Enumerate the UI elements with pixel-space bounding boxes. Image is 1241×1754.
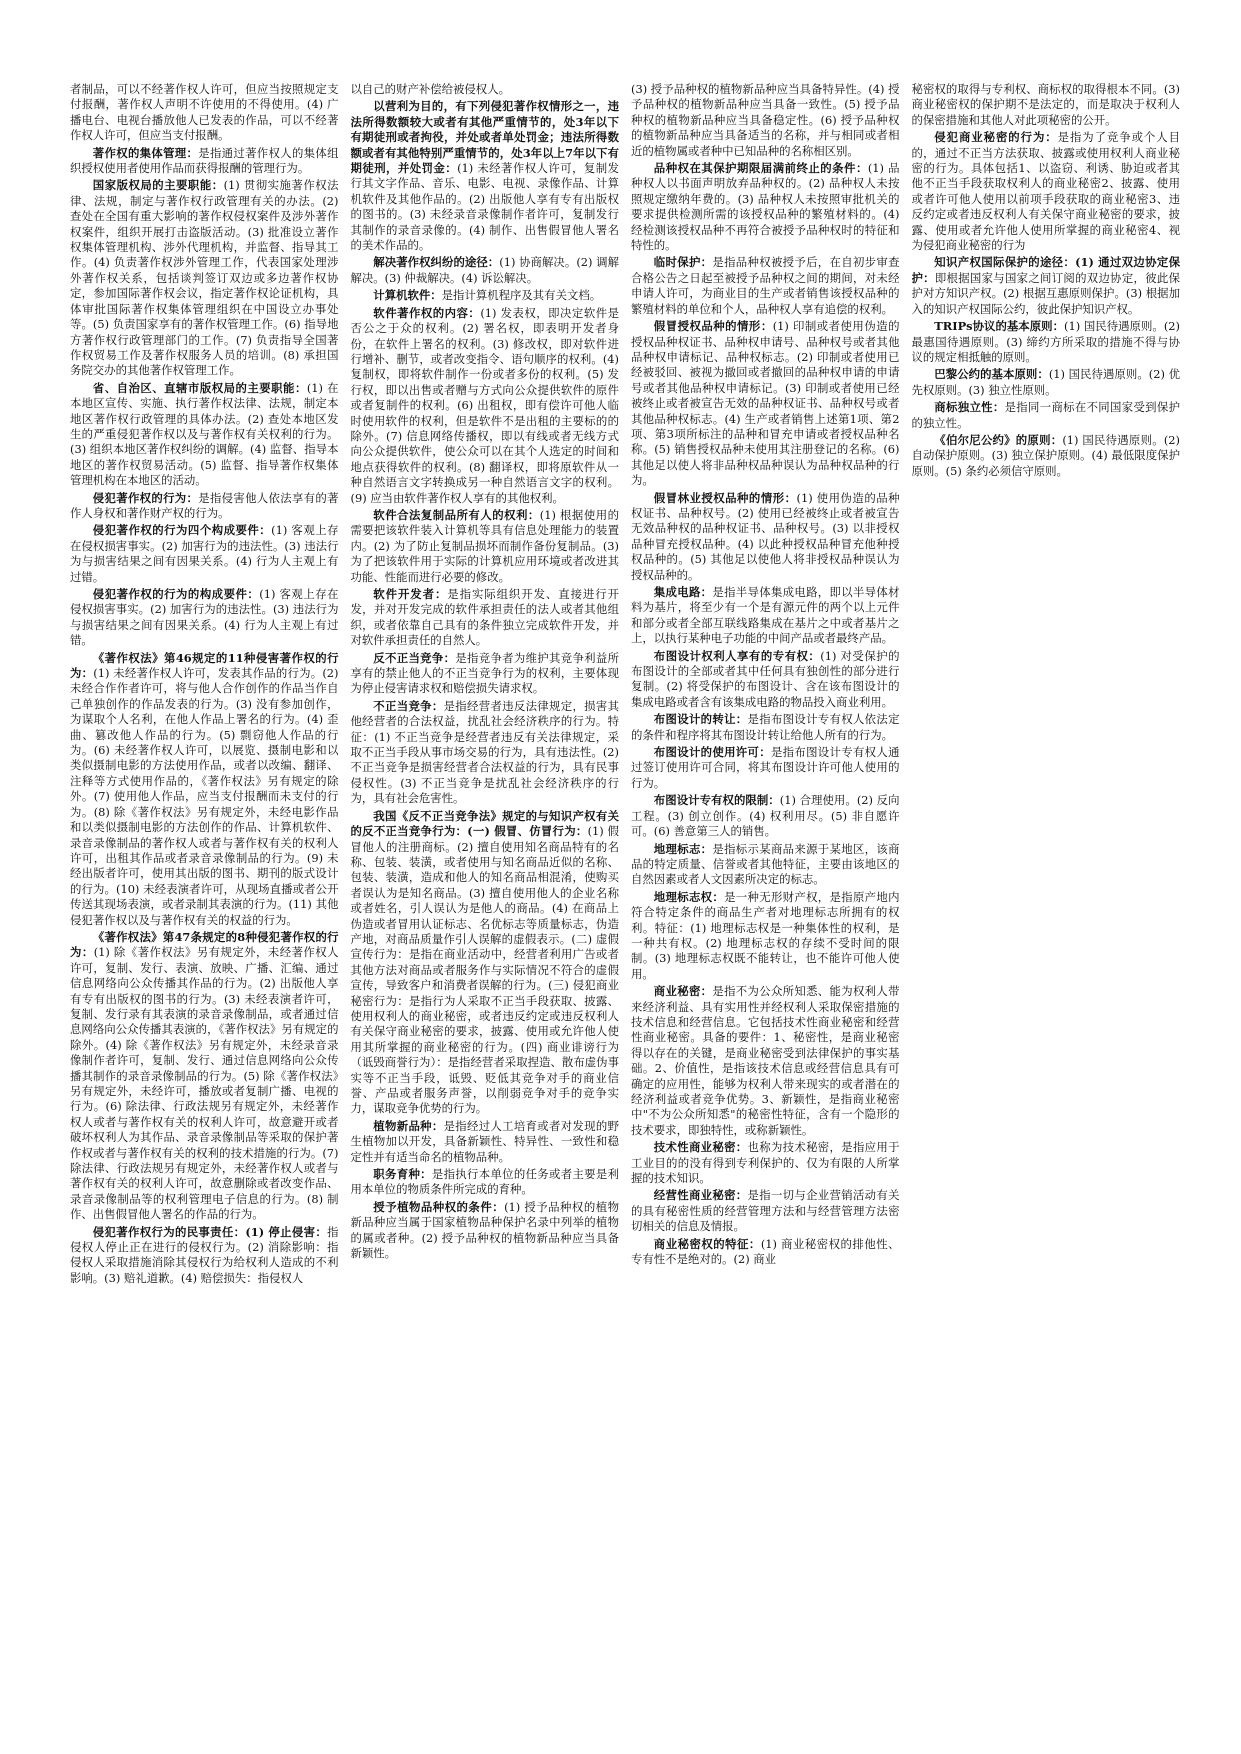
term-heading: 布图设计权利人享有的专有权： [653, 648, 821, 663]
term-heading: 商业秘密权的特征： [653, 1236, 761, 1251]
paragraph-text: 是指同一商标在不同国家受到保护的独立性。 [911, 400, 1180, 430]
term-heading: 不正当竞争： [373, 698, 444, 713]
term-heading: 假冒林业授权品种的情形： [653, 490, 797, 505]
paragraph [631, 793, 900, 839]
term-heading: 省、自治区、直辖市版权局的主要职能： [92, 380, 307, 395]
paragraph-text: (1) 国民待遇原则。(2) 优先权原则。(3) 独立性原则。 [911, 367, 1180, 397]
paragraph [912, 130, 1181, 253]
term-heading: 侵犯著作权的行为的构成要件： [92, 587, 260, 601]
paragraph [70, 381, 339, 489]
term-heading: 《伯尔尼公约》的原则： [934, 432, 1063, 447]
paragraph-text: 是指计算机程序及其有关文档。 [441, 288, 602, 303]
term-heading: 软件开发者： [373, 587, 448, 601]
term-heading: 反不正当竞争： [373, 650, 456, 665]
term-heading: 巴黎公约的基本原则： [934, 367, 1049, 382]
paragraph-text: (1) 协商解决。(2) 调解解决。(3) 仲裁解决。(4) 诉讼解决。 [350, 255, 619, 285]
paragraph-text: (1) 国民待遇原则。(2) 自动保护原则。(3) 独立保护原则。(4) 最低限度保护原则。(5) 条约必须信守原则。 [911, 432, 1180, 478]
term-heading: 侵犯著作权行为的民事责任：(1) 停止侵害： [92, 1224, 328, 1239]
term-heading: 以营利为目的，有下列侵犯著作权情形之一，违法所得数额较大或者有其他严重情节的，处3年以下有期徒刑或者拘役，并处或者单处罚金；违法所得数额或者有其他特别严重情节的，处3年以上7年以下有期徒刑，并处罚金： [350, 99, 619, 176]
paragraph [912, 400, 1181, 431]
paragraph-text: 是指为了竞争或个人目的，通过不正当方法获取、披露或使用权利人商业秘密的行为。具体包括1、以盗窃、利诱、胁迫或者其他不正当手段获取权利人的商业秘密2、披露、使用或者许可他人使用以前项手段获取的商业秘密3、违反约定或者违反权利人有关保守商业秘密的要求，披露、使用或者允许他人使用所掌握的商业秘密4、视为侵犯商业秘密的行为 [911, 130, 1180, 253]
term-heading: 品种权在其保护期限届满前终止的条件： [653, 161, 868, 176]
term-heading: 职务育种： [373, 1167, 432, 1182]
paragraph-text: (1) 发表权，即决定软件是否公之于众的权利。(2) 署名权，即表明开发者身份，在软件上署名的权利。(3) 修改权，即对软件进行增补、删节，或者改变指令、语句顺序的权利。(4) 复制权，即将软件制作一份或者多份的权利。(5) 发行权，即以出售或者赠与方式向公众提供软件的原件或者复制件的权利。(6) 出租权，即有偿许可他人临时使用软件的权利，但是软件不是出租的主要标的的除外。(7) 信息网络传播权，即以有线或者无线方式向公众提供软件，使公众可以在其个人选定的时间和地点获得软件的权利。(8) 翻译权，即将原软件从一种自然语言文字转换成另一种自然语言文字的权利。(9) 应当由软件著作权人享有的其他权利。 [350, 305, 619, 505]
paragraph-text: 是指实际组织开发、直接进行开发，并对开发完成的软件承担责任的法人或者其他组织，或者依靠自己具有的条件独立完成软件开发，并对软件承担责任的自然人。 [350, 587, 619, 648]
paragraph [70, 491, 339, 522]
paragraph [351, 587, 620, 649]
term-heading: 集成电路： [653, 585, 713, 599]
text-column-1 [70, 82, 339, 1722]
term-heading: 软件著作权的内容： [373, 305, 481, 320]
paragraph [70, 82, 339, 144]
paragraph-text: (1) 授予品种权的植物新品种应当属于国家植物品种保护名录中列举的植物的属或者种。(2) 授予品种权的植物新品种应当具备新颖性。 [350, 1199, 619, 1261]
paragraph [631, 842, 900, 888]
paragraph-text: 秘密权的取得与专利权、商标权的取得根本不同。(3) 商业秘密权的保护期不是法定的，而是取决于权利人的保密措施和其他人对此项秘密的公开。 [911, 82, 1180, 127]
term-heading: 《著作权法》第47条规定的8种侵犯著作权的行为： [70, 929, 339, 960]
paragraph-text: (1) 商业秘密权的排他性、专有性不是绝对的。(2) 商业 [631, 1236, 900, 1267]
paragraph [70, 930, 339, 1223]
paragraph-text: (3) 授予品种权的植物新品种应当具备特异性。(4) 授予品种权的植物新品种应当具备一致性。(5) 授予品种权的植物新品种应当具备稳定性。(6) 授予品种权的植物新品种应当具备适当的名称，并与相同或者相近的植物属或者种中已知品种的名称相区别。 [631, 82, 900, 158]
paragraph-text: 是指不为公众所知悉、能为权利人带来经济利益、具有实用性并经权利人采取保密措施的技术信息和经营信息。它包括技术性商业秘密和经营性商业秘密。具备的要件：1、秘密性，是商业秘密得以存在的关键，是商业秘密受到法律保护的事实基础。2、价值性，是指该技术信息或经营信息具有可确定的应用性，能够为权利人带来现实的或者潜在的经济利益或者竞争优势。3、新颖性，是指商业秘密中"不为公众所知悉"的秘密性特征，含有一个隐形的技术要求，即独特性，或称新颖性。 [631, 984, 900, 1137]
paragraph-text: 是指执行本单位的任务或者主要是利用本单位的物质条件所完成的育种。 [350, 1167, 619, 1197]
paragraph-text: 是指侵害他人依法享有的著作人身权和著作财产权的行为。 [70, 490, 339, 520]
paragraph [351, 288, 620, 303]
term-heading: 侵犯著作权的行为： [92, 490, 199, 505]
term-heading: 技术性商业秘密： [653, 1140, 748, 1155]
paragraph-text: (1) 客观上存在侵权损害事实。(2) 加害行为的违法性。(3) 违法行为与损害结果之间有因果关系。(4) 行为人主观上有过错。 [70, 587, 339, 648]
paragraph [351, 1167, 620, 1198]
term-heading: 侵犯著作权的行为四个构成要件： [92, 523, 272, 538]
paragraph-text: 也称为技术秘密，是指应用于工业目的的没有得到专利保护的、仅为有限的人所掌握的技术知识。 [631, 1140, 900, 1186]
paragraph [70, 651, 339, 928]
paragraph-text: (1) 贯彻实施著作权法律、法规，制定与著作权行政管理有关的办法。(2) 查处在全国有重大影响的著作权侵权案件及涉外著作权案件，组织开展打击盗版活动。(3) 批准设立著作权集体管理机构、涉外代理机构，并监督、指导其工作。(4) 负责著作权涉外管理工作，代表国家处理涉外著作权关系，包括谈判签订双边或多边著作权协定，参加国际著作权会议，指定著作权论证机构，具体审批国际著作权集体管理组织在中国设立办事处等。(5) 负责国家享有的著作权管理工作。(6) 指导地方著作权行政管理部门的工作。(7) 负责指导全国著作权贸易工作及著作权服务人员的培训。(8) 承担国务院交办的其他著作权管理工作。 [70, 178, 339, 378]
term-heading: 著作权的集体管理： [92, 145, 199, 160]
paragraph [631, 255, 900, 317]
paragraph-text: 指侵权人停止正在进行的侵权行为。(2) 消除影响：指侵权人采取措施消除其侵权行为给权利人造成的不利影响。(3) 赔礼道歉。(4) 赔偿损失：指侵权人 [70, 1224, 339, 1285]
paragraph-text: (1) 对受保护的布图设计的全部或者其中任何具有独创性的部分进行复制。(2) 将受保护的布图设计、含在该布图设计的集成电路或者含有该集成电路的物品投入商业利用。 [631, 648, 900, 709]
paragraph-text: 是指竞争者为维护其竞争利益所享有的禁止他人的不正当竞争行为的权利，主要体现为停止侵害请求权和赔偿损失请求权。 [350, 650, 619, 696]
paragraph [351, 809, 620, 1117]
paragraph [912, 255, 1181, 317]
paragraph-text: (1) 国民待遇原则。(2) 最惠国待遇原则。(3) 缔约方所采取的措施不得与协议的规定相抵触的原则。 [911, 319, 1180, 364]
paragraph-text: 是指一切与企业营销活动有关的具有秘密性质的经营管理方法和与经营管理方法密切相关的信息及情报。 [631, 1188, 900, 1234]
term-heading: 我国《反不正当竞争法》规定的与知识产权有关的反不正当竞争行为：(一) 假冒、仿冒行为： [350, 808, 619, 839]
text-column-3 [631, 82, 900, 1722]
paragraph-text: 是指通过著作权人的集体组织授权使用者使用作品而获得报酬的管理行为。 [70, 145, 339, 176]
term-heading: 国家版权局的主要职能： [92, 178, 224, 193]
paragraph-text: (1) 除《著作权法》另有规定外，未经著作权人许可，复制、发行、表演、放映、广播、汇编、通过信息网络向公众传播其作品的行为。(2) 出版他人享有专有出版权的图书的行为。(3) 未经表演者许可，复制、发行录有其表演的录音录像制品，或者通过信息网络向公众传播其表演的，《著作权法》另有规定的除外。(4) 除《著作权法》另有规定外，未经录音录像制作者许可，复制、发行、通过信息网络向公众传播其制作的录音录像制品的行为。(5) 除《著作权法》另有规定外，未经许可，播放或者复制广播、电视的行为。(6) 除法律、行政法规另有规定外，未经著作权人或者与著作权有关的权利人许可，故意避开或者破坏权利人为其作品、录音录像制品等采取的保护著作权或者与著作权有关的权利的技术措施的行为。(7) 除法律、行政法规另有规定外，未经著作权人或者与著作权有关的权利人许可，故意删除或者改变作品、录音录像制品等的权利管理电子信息的行为。(8) 制作、出售假冒他人署名的作品的行为。 [70, 945, 339, 1222]
term-heading: 计算机软件： [373, 288, 442, 303]
paragraph [351, 508, 620, 585]
paragraph [912, 367, 1181, 398]
term-heading: 布图设计的转让： [653, 712, 748, 727]
paragraph [631, 161, 900, 253]
paragraph [631, 82, 900, 159]
paragraph [912, 319, 1181, 365]
paragraph [631, 585, 900, 647]
term-heading: 商标独立性： [934, 400, 1005, 415]
paragraph [351, 651, 620, 697]
document-page [70, 82, 1180, 1722]
term-heading: 地理标志： [653, 841, 713, 856]
paragraph [631, 319, 900, 488]
paragraph [351, 99, 620, 253]
paragraph-text: (1) 品种权人以书面声明放弃品种权的。(2) 品种权人未按照规定缴纳年费的。(3) 品种权人未按照审批机关的要求提供检测所需的该授权品种的繁殖材料的。(4) 经检测该授权品种不再符合被授予品种权时的特征和特性的。 [631, 161, 900, 253]
paragraph [351, 82, 620, 97]
paragraph-text: (1) 未经著作权人许可，发表其作品的行为。(2) 未经合作作者许可，将与他人合作创作的作品当作自己单独创作的作品发表的行为。(3) 没有参加创作，为谋取个人名利，在他人作品上署名的行为。(4) 歪曲、篡改他人作品的行为。(5) 剽窃他人作品的行为。(6) 未经著作权人许可，以展览、摄制电影和以类似摄制电影的方法使用作品，或者以改编、翻译、注释等方式使用作品的，《著作权法》另有规定的除外。(7) 使用他人作品，应当支付报酬而未支付的行为。(8) 除《著作权法》另有规定外，未经电影作品和以类似摄制电影的方法创作的作品、计算机软件、录音录像制品的著作权人或者与著作权有关的权利人许可，出租其作品或者录音录像制品的行为。(9) 未经出版者许可，使用其出版的图书、期刊的版式设计的行为。(10) 未经表演者许可，从现场直播或者公开传送其现场表演，或者录制其表演的行为。(11) 其他侵犯著作权以及与著作权有关的权益的行为。 [70, 666, 339, 927]
term-heading: 布图设计的使用许可： [653, 745, 771, 760]
paragraph [351, 1119, 620, 1165]
term-heading: TRIPs协议的基本原则： [934, 319, 1065, 334]
paragraph [70, 587, 339, 649]
term-heading: 侵犯商业秘密的行为： [934, 130, 1058, 145]
paragraph [631, 1188, 900, 1234]
term-heading: 《著作权法》第46规定的11种侵害著作权的行为： [70, 650, 339, 681]
paragraph-text: 是指经过人工培育或者对发现的野生植物加以开发，具备新颖性、特异性、一致性和稳定性并有适当命名的植物品种。 [350, 1118, 619, 1164]
paragraph-text: 是一种无形财产权，是指原产地内符合特定条件的商品生产者对地理标志所拥有的权利。特征：(1) 地理标志权是一种集体性的权利，是一种共有权。(2) 地理标志权的存续不受时间的限制。(3) 地理标志权既不能转让，也不能许可他人使用。 [631, 889, 900, 981]
paragraph [631, 890, 900, 982]
paragraph [631, 1140, 900, 1186]
paragraph [70, 523, 339, 585]
term-heading: 假冒授权品种的情形： [653, 319, 773, 334]
paragraph [351, 1200, 620, 1262]
term-heading: 临时保护： [653, 255, 713, 270]
paragraph-text: 是指品种权被授予后，在自初步审查合格公告之日起至被授予品种权之间的期间，对未经申请人许可，为商业目的生产或者销售该授权品种的繁殖材料的单位和个人，品种权人享有追偿的权利。 [631, 255, 900, 316]
paragraph [631, 1237, 900, 1268]
paragraph [351, 306, 620, 506]
paragraph [70, 178, 339, 378]
paragraph [631, 712, 900, 743]
paragraph-text: (1) 在本地区宣传、实施、执行著作权法律、法规，制定本地区著作权行政管理的具体办法。(2) 查处本地区发生的严重侵犯著作权以及与著作权有关权利的行为。(3) 组织本地区著作权纠纷的调解。(4) 监督、指导本地区的著作权贸易活动。(5) 监督、指导著作权集体管理机构在本地区的活动。 [70, 380, 339, 488]
text-column-2 [351, 82, 620, 1722]
term-heading: 地理标志权： [653, 889, 725, 904]
term-heading: 授予植物品种权的条件： [373, 1199, 505, 1214]
paragraph [351, 255, 620, 286]
paragraph [70, 1225, 339, 1287]
term-heading: 软件合法复制品所有人的权利： [373, 507, 540, 522]
term-heading: 布图设计专有权的限制： [653, 793, 780, 808]
paragraph-text: 以自己的财产补偿给被侵权人。 [350, 82, 510, 96]
paragraph-text: 者制品，可以不经著作权人许可，但应当按照规定支付报酬，著作权人声明不许使用的不得使用。(4) 广播电台、电视台播放他人已发表的作品，可以不经著作权人许可，但应当支付报酬。 [70, 82, 339, 143]
text-column-4 [912, 82, 1181, 1722]
paragraph-text: 是指半导体集成电路，即以半导体材料为基片，将至少有一个是有源元件的两个以上元件和部分或者全部互联线路集成在基片之中或者基片之上，以执行某种电子功能的中间产品或者最终产品。 [631, 585, 900, 646]
paragraph-text: (1) 未经著作权人许可，复制发行其文字作品、音乐、电影、电视、录像作品、计算机软件及其他作品的。(2) 出版他人享有专有出版权的图书的。(3) 未经录音录像制作者许可，复制发行其制作的录音录像的。(4) 制作、出售假冒他人署名的美术作品的。 [350, 161, 619, 253]
paragraph [912, 82, 1181, 128]
paragraph-text: 是指布图设计专有权人依法定的条件和程序将其布图设计转让给他人所有的行为。 [631, 712, 900, 742]
paragraph [631, 649, 900, 711]
term-heading: 经营性商业秘密： [653, 1188, 748, 1203]
term-heading: 植物新品种： [373, 1118, 444, 1133]
term-heading: 知识产权国际保护的途径：(1) 通过双边协定保护： [911, 255, 1180, 285]
paragraph-text: (1) 客观上存在侵权损害事实。(2) 加害行为的违法性。(3) 违法行为与损害结果之间有因果关系。(4) 行为人主观上有过错。 [70, 523, 339, 584]
paragraph-text: (1) 根据使用的需要把该软件装入计算机等具有信息处理能力的装置内。(2) 为了防止复制品损坏而制作备份复制品。(3) 为了把该软件用于实际的计算机应用环境或者改进其功能、性能而进行必要的修改。 [350, 507, 619, 584]
paragraph [351, 699, 620, 807]
paragraph-text: (1) 使用伪造的品种权证书、品种权号。(2) 使用已经被终止或者被宣告无效品种权的品种权证书、品种权号。(3) 以非授权品种冒充授权品种。(4) 以此种授权品种冒充他种授权品种的。(5) 其他足以使他人将非授权品种误认为授权品种的。 [631, 490, 900, 582]
paragraph-text: (1) 合理使用。(2) 反向工程。(3) 创立创作。(4) 权利用尽。(5) 非自愿许可。(6) 善意第三人的销售。 [631, 793, 900, 839]
paragraph-text: 是指标示某商品来源于某地区，该商品的特定质量、信誉或者其他特征，主要由该地区的自然因素或者人文因素所决定的标志。 [631, 841, 900, 887]
paragraph [70, 146, 339, 177]
paragraph-text: (1) 印制或者使用伪造的授权品种权证书、品种权申请号、品种权号或者其他品种权申请标记、品种权标志。(2) 印制或者使用已经被驳回、被视为撤回或者撤回的品种权申请的申请号或者其他品种权申请标记。(3) 印制或者使用已经被终止或者被宣告无效的品种权证书、品种权号或者其他品种权标志。(4) 生产或者销售上述第1项、第2项、第3项所标注的品种和冒充申请或者授权品种名称。(5) 销售授权品种未使用其注册登记的名称。(6) 其他足以使人将非品种权品种误认为品种权品种的行为。 [631, 319, 900, 488]
paragraph-text: (1) 假冒他人的注册商标。(2) 擅自使用知名商品特有的名称、包装、装潢，或者使用与知名商品近似的名称、包装、装潢，造成和他人的知名商品相混淆，使购买者误认为是知名商品。(3) 擅自使用他人的企业名称或者姓名，引人误认为是他人的商品。(4) 在商品上伪造或者冒用认证标志、名优标志等质量标志，伪造产地，对商品质量作引人误解的虚假表示。(二) 虚假宣传行为：是指在商业活动中，经营者利用广告或者其他方法对商品或者服务作与实际情况不符合的虚假宣传，导致客户和消费者误解的行为。(三) 侵犯商业秘密行为：是指行为人采取不正当手段获取、披露、使用权利人的商业秘密，或者违反约定或违反权利人有关保守商业秘密的要求，披露、使用或允许他人使用其所掌握的商业秘密的行为。(四) 商业诽谤行为（诋毁商誉行为）：是指经营者采取捏造、散布虚伪事实等不正当手段，诋毁、贬低其竞争对手的商业信誉、产品或者服务声誉，以削弱竞争对手的竞争实力，谋取竞争优势的行为。 [350, 824, 619, 1116]
paragraph-text: 即根据国家与国家之间订阅的双边协定，彼此保护对方知识产权。(2) 根据互惠原则保护。(3) 根据加入的知识产权国际公约，彼此保护知识产权。 [911, 270, 1180, 316]
paragraph [631, 984, 900, 1138]
paragraph-text: 是指布图设计专有权人通过签订使用许可合同，将其布图设计许可他人使用的行为。 [631, 745, 900, 790]
term-heading: 商业秘密： [653, 984, 713, 999]
paragraph [912, 433, 1181, 479]
term-heading: 解决著作权纠纷的途径： [373, 255, 500, 270]
paragraph-text: 是指经营者违反法律规定，损害其他经营者的合法权益，扰乱社会经济秩序的行为。特征：(1) 不正当竞争是经营者违反有关法律规定，采取不正当手段从事市场交易的行为，具有违法性。(2) 不正当竞争是损害经营者合法权益的行为，具有民事侵权性。(3) 不正当竞争是扰乱社会经济秩序的行为，具有社会危害性。 [350, 698, 619, 806]
paragraph [631, 745, 900, 791]
paragraph [631, 491, 900, 583]
